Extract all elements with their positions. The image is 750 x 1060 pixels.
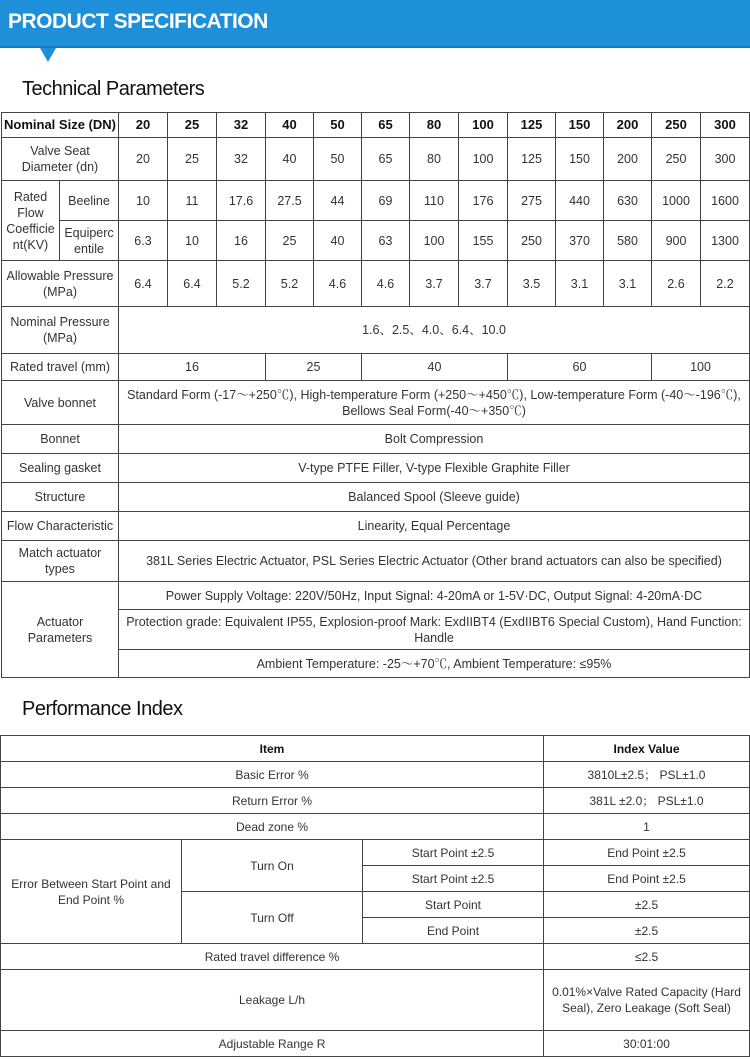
beeline-cell: 176 — [459, 181, 508, 221]
return-error-value: 381L ±2.0； PSL±1.0 — [544, 788, 750, 814]
banner-pointer — [40, 48, 56, 62]
seat-cell: 80 — [410, 138, 459, 181]
allow-cell: 6.4 — [119, 261, 168, 307]
equi-cell: 900 — [652, 221, 701, 261]
dead-zone-row — [1, 814, 750, 840]
adjustable-range-label: Adjustable Range R — [1, 1031, 544, 1057]
allow-cell: 6.4 — [168, 261, 217, 307]
equi-cell: 25 — [266, 221, 314, 261]
equipercentile-label: Equiperc entile — [60, 221, 119, 261]
size-cell: 20 — [119, 113, 168, 138]
structure-value: Balanced Spool (Sleeve guide) — [119, 483, 750, 512]
size-cell: 32 — [217, 113, 266, 138]
seat-cell: 32 — [217, 138, 266, 181]
nominal-size-row — [2, 113, 750, 138]
seat-cell: 150 — [556, 138, 604, 181]
seat-cell: 100 — [459, 138, 508, 181]
allow-cell: 2.6 — [652, 261, 701, 307]
actuator-parameter: Ambient Temperature: -25～+70℃, Ambient Temperature: ≤95% — [119, 650, 750, 678]
equi-cell: 63 — [362, 221, 410, 261]
adjustable-range-row — [1, 1031, 750, 1057]
flow-characteristic-value: Linearity, Equal Percentage — [119, 512, 750, 541]
size-cell: 50 — [314, 113, 362, 138]
equi-cell: 580 — [604, 221, 652, 261]
beeline-cell: 27.5 — [266, 181, 314, 221]
leakage-value: 0.01%×Valve Rated Capacity (Hard Seal), Zero Leakage (Soft Seal) — [544, 970, 750, 1031]
seat-cell: 20 — [119, 138, 168, 181]
travel-cell: 60 — [508, 354, 652, 381]
turn-off-point: Start Point — [363, 892, 544, 918]
allow-cell: 3.7 — [459, 261, 508, 307]
beeline-cell: 1600 — [701, 181, 750, 221]
actuator-parameters-label: Actuator Parameters — [2, 582, 119, 678]
travel-cell: 40 — [362, 354, 508, 381]
nominal-pressure-value: 1.6、2.5、4.0、6.4、10.0 — [119, 307, 750, 354]
return-error-label: Return Error % — [1, 788, 544, 814]
travel-cell: 16 — [119, 354, 266, 381]
rated-travel-label: Rated travel (mm) — [2, 354, 119, 381]
turn-on-label: Turn On — [182, 840, 363, 892]
banner-title: PRODUCT SPECIFICATION — [8, 10, 268, 33]
seat-cell: 250 — [652, 138, 701, 181]
match-actuator-row — [2, 541, 750, 582]
allowable-pressure-row — [2, 261, 750, 307]
allow-cell: 5.2 — [217, 261, 266, 307]
seat-diameter-label: Valve Seat Diameter (dn) — [2, 138, 119, 181]
equi-cell: 16 — [217, 221, 266, 261]
equi-cell: 40 — [314, 221, 362, 261]
seat-cell: 25 — [168, 138, 217, 181]
turn-on-row — [1, 840, 750, 866]
size-cell: 125 — [508, 113, 556, 138]
performance-index-table — [0, 735, 750, 1057]
bonnet-value: Bolt Compression — [119, 425, 750, 454]
seat-cell: 40 — [266, 138, 314, 181]
allow-cell: 3.1 — [604, 261, 652, 307]
equi-cell: 1300 — [701, 221, 750, 261]
nominal-pressure-row — [2, 307, 750, 354]
allow-cell: 3.5 — [508, 261, 556, 307]
beeline-cell: 69 — [362, 181, 410, 221]
beeline-cell: 275 — [508, 181, 556, 221]
travel-difference-row — [1, 944, 750, 970]
size-cell: 100 — [459, 113, 508, 138]
equi-cell: 100 — [410, 221, 459, 261]
seat-cell: 200 — [604, 138, 652, 181]
nominal-size-label: Nominal Size (DN) — [2, 113, 119, 138]
structure-row — [2, 483, 750, 512]
structure-label: Structure — [2, 483, 119, 512]
allow-cell: 3.1 — [556, 261, 604, 307]
turn-on-point: Start Point ±2.5 — [363, 866, 544, 892]
size-cell: 65 — [362, 113, 410, 138]
size-cell: 200 — [604, 113, 652, 138]
turn-on-value: End Point ±2.5 — [544, 840, 750, 866]
basic-error-label: Basic Error % — [1, 762, 544, 788]
seat-cell: 65 — [362, 138, 410, 181]
rated-travel-row — [2, 354, 750, 381]
leakage-row — [1, 970, 750, 1031]
beeline-cell: 630 — [604, 181, 652, 221]
sealing-gasket-row — [2, 454, 750, 483]
size-cell: 250 — [652, 113, 701, 138]
bonnet-label: Bonnet — [2, 425, 119, 454]
allow-cell: 3.7 — [410, 261, 459, 307]
basic-error-row — [1, 762, 750, 788]
size-cell: 25 — [168, 113, 217, 138]
sealing-gasket-label: Sealing gasket — [2, 454, 119, 483]
size-cell: 150 — [556, 113, 604, 138]
return-error-row — [1, 788, 750, 814]
beeline-label: Beeline — [60, 181, 119, 221]
turn-off-value: ±2.5 — [544, 918, 750, 944]
index-value-header: Index Value — [544, 736, 750, 762]
allowable-pressure-label: Allowable Pressure (MPa) — [2, 261, 119, 307]
equi-cell: 370 — [556, 221, 604, 261]
valve-bonnet-row — [2, 381, 750, 425]
technical-parameters-title: Technical Parameters — [22, 78, 205, 100]
match-actuator-label: Match actuator types — [2, 541, 119, 582]
equi-cell: 6.3 — [119, 221, 168, 261]
bonnet-row — [2, 425, 750, 454]
turn-off-label: Turn Off — [182, 892, 363, 944]
equi-cell: 155 — [459, 221, 508, 261]
equi-cell: 10 — [168, 221, 217, 261]
allow-cell: 4.6 — [362, 261, 410, 307]
nominal-pressure-label: Nominal Pressure (MPa) — [2, 307, 119, 354]
beeline-cell: 10 — [119, 181, 168, 221]
beeline-row — [2, 181, 750, 221]
actuator-parameter: Power Supply Voltage: 220V/50Hz, Input Signal: 4-20mA or 1-5V·DC, Output Signal: 4-20mA·DC — [119, 582, 750, 610]
seat-cell: 300 — [701, 138, 750, 181]
beeline-cell: 440 — [556, 181, 604, 221]
error-between-label: Error Between Start Point and End Point % — [1, 840, 182, 944]
performance-index-title: Performance Index — [22, 698, 183, 720]
turn-on-value: End Point ±2.5 — [544, 866, 750, 892]
dead-zone-label: Dead zone % — [1, 814, 544, 840]
banner-underline — [0, 46, 750, 48]
seat-cell: 125 — [508, 138, 556, 181]
equipercentile-row — [2, 221, 750, 261]
beeline-cell: 17.6 — [217, 181, 266, 221]
beeline-cell: 1000 — [652, 181, 701, 221]
header-row — [1, 736, 750, 762]
dead-zone-value: 1 — [544, 814, 750, 840]
allow-cell: 2.2 — [701, 261, 750, 307]
valve-bonnet-value: Standard Form (-17～+250℃), High-temperature Form (+250～+450℃), Low-temperature Form (-40～-196℃), Bellows Seal Form(-40～+350℃) — [119, 381, 750, 425]
turn-off-value: ±2.5 — [544, 892, 750, 918]
actuator-parameter: Protection grade: Equivalent IP55, Explosion-proof Mark: ExdIIBT4 (ExdIIBT6 Special Custom), Hand Function: Handle — [119, 610, 750, 650]
valve-bonnet-label: Valve bonnet — [2, 381, 119, 425]
travel-difference-value: ≤2.5 — [544, 944, 750, 970]
beeline-cell: 110 — [410, 181, 459, 221]
equi-cell: 250 — [508, 221, 556, 261]
flow-characteristic-row — [2, 512, 750, 541]
basic-error-value: 3810L±2.5； PSL±1.0 — [544, 762, 750, 788]
adjustable-range-value: 30:01:00 — [544, 1031, 750, 1057]
allow-cell: 5.2 — [266, 261, 314, 307]
size-cell: 300 — [701, 113, 750, 138]
travel-difference-label: Rated travel difference % — [1, 944, 544, 970]
turn-on-point: Start Point ±2.5 — [363, 840, 544, 866]
match-actuator-value: 381L Series Electric Actuator, PSL Series Electric Actuator (Other brand actuators can also be specified) — [119, 541, 750, 582]
flow-characteristic-label: Flow Characteristic — [2, 512, 119, 541]
seat-cell: 50 — [314, 138, 362, 181]
actuator-row — [2, 582, 750, 610]
travel-cell: 100 — [652, 354, 750, 381]
rated-flow-label: Rated Flow Coefficie nt(KV) — [2, 181, 60, 261]
beeline-cell: 44 — [314, 181, 362, 221]
travel-cell: 25 — [266, 354, 362, 381]
seat-diameter-row — [2, 138, 750, 181]
size-cell: 40 — [266, 113, 314, 138]
size-cell: 80 — [410, 113, 459, 138]
allow-cell: 4.6 — [314, 261, 362, 307]
beeline-cell: 11 — [168, 181, 217, 221]
item-header: Item — [1, 736, 544, 762]
technical-parameters-table — [1, 112, 750, 678]
sealing-gasket-value: V-type PTFE Filler, V-type Flexible Graphite Filler — [119, 454, 750, 483]
leakage-label: Leakage L/h — [1, 970, 544, 1031]
turn-off-point: End Point — [363, 918, 544, 944]
